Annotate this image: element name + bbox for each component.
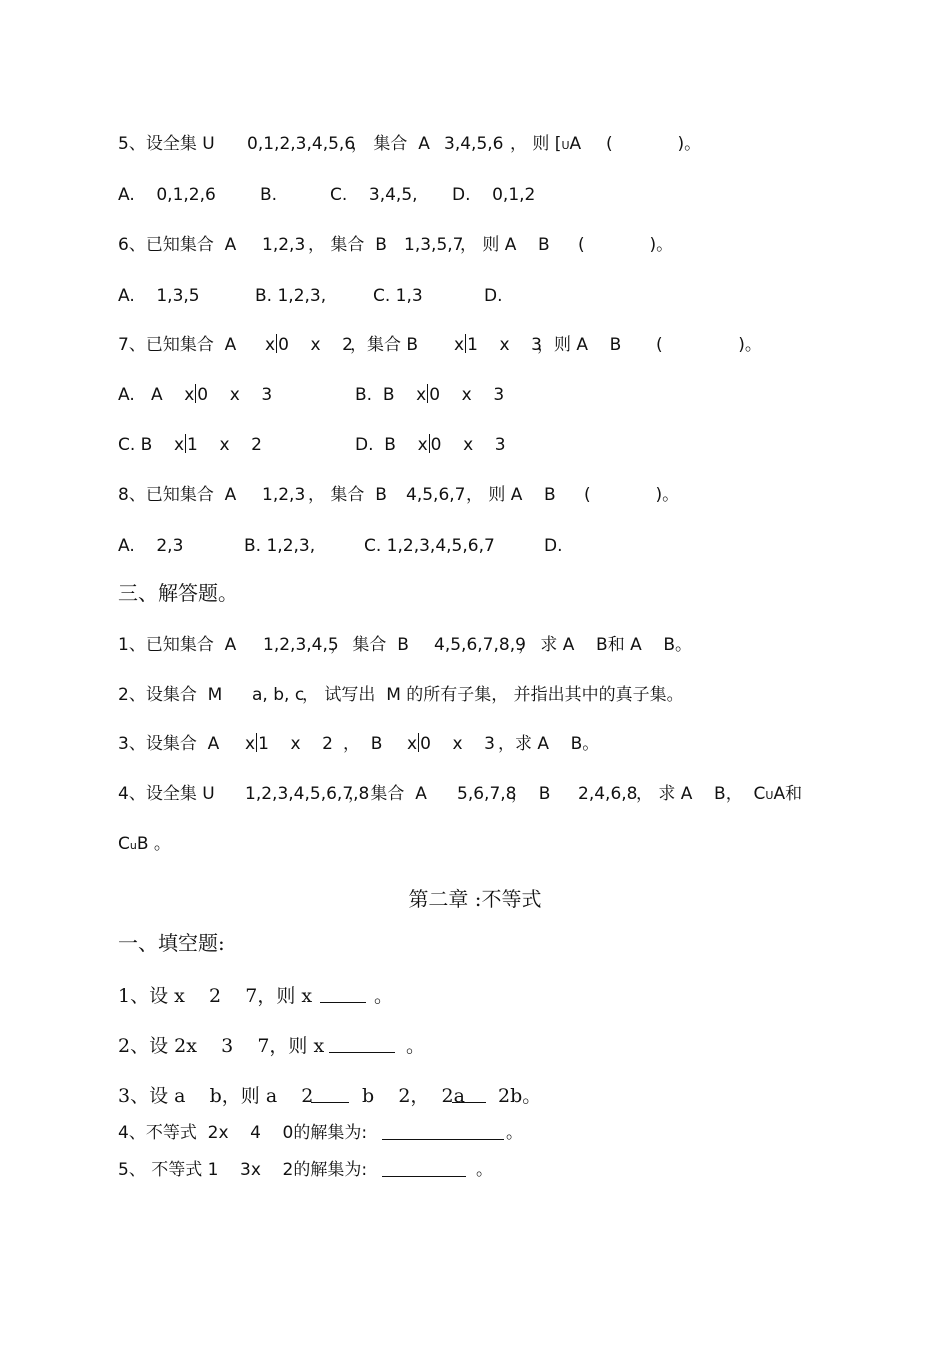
s3q3-prefix: 3、设集合 A bbox=[118, 734, 220, 754]
q7-option-c bbox=[118, 434, 262, 456]
s3q2-set-m: a, b, c bbox=[252, 685, 305, 705]
section-3-heading: 三、解答题。 bbox=[118, 581, 238, 605]
ch2q2-blank[interactable] bbox=[329, 1035, 395, 1058]
ch2q5-end: 。 bbox=[476, 1160, 493, 1180]
q7-option-d-pre: D. B x bbox=[355, 435, 428, 455]
q8-option-d: D. bbox=[544, 536, 563, 556]
q7-set-b bbox=[454, 334, 542, 356]
s3q4-cont bbox=[118, 833, 171, 857]
q8-option-a: A. 2,3 bbox=[118, 536, 184, 556]
q7-option-c-pre: C. B x bbox=[118, 435, 185, 455]
q8-mid: ， 集合 B bbox=[308, 485, 387, 505]
q6-set-a: 1,2,3 bbox=[262, 235, 306, 255]
s3q2-prefix: 2、设集合 M bbox=[118, 685, 223, 705]
q5-subscript: U bbox=[561, 139, 570, 152]
s3q4-cont-subscript: u bbox=[129, 839, 137, 852]
ch2q3-text2: b 2， 2a bbox=[362, 1085, 465, 1107]
ch2q5-text: 5、 不等式 1 3x 2的解集为: bbox=[118, 1160, 368, 1180]
q6-paren: ( )。 bbox=[578, 235, 674, 255]
q7-option-d-cond: 0 x 3 bbox=[430, 435, 506, 455]
ch2q1-blank[interactable] bbox=[320, 985, 366, 1008]
q6-option-d: D. bbox=[484, 286, 503, 306]
ch2q4-end: 。 bbox=[506, 1123, 523, 1143]
q5-option-c: C. 3,4,5, bbox=[330, 185, 418, 205]
ch2-section-1-heading: 一、填空题: bbox=[118, 931, 225, 955]
s3q3-a-cond: 1 x 2 bbox=[258, 734, 333, 754]
s3q4-set-a: 5,6,7,8 bbox=[457, 784, 517, 804]
q8-option-c: C. 1,2,3,4,5,6,7 bbox=[364, 536, 495, 556]
s3q4-mid1: ， 集合 A bbox=[348, 784, 427, 804]
ch2q3-blank-2[interactable] bbox=[452, 1085, 486, 1108]
s3q4-end-pre: ， 求 A B， C bbox=[636, 784, 766, 804]
s3q4-end-post: A和 bbox=[773, 784, 803, 804]
ch2q1-end: 。 bbox=[374, 985, 394, 1007]
q7-option-b-cond: 0 x 3 bbox=[429, 385, 505, 405]
s3q4-set-b: 2,4,6,8 bbox=[578, 784, 638, 804]
q7-option-c-bar bbox=[185, 434, 186, 453]
s3q3-mid: ， B bbox=[343, 734, 383, 754]
q5-option-a: A. 0,1,2,6 bbox=[118, 185, 216, 205]
q7-option-c-cond: 1 x 2 bbox=[187, 435, 262, 455]
s3q3-b-var: x bbox=[407, 734, 418, 754]
q7-option-d bbox=[355, 434, 506, 456]
chapter-2-title: 第二章 :不等式 bbox=[408, 887, 542, 911]
q7-a-cond: 0 x 2 bbox=[278, 335, 353, 355]
s3q3-b-bar bbox=[418, 733, 419, 752]
s3q4-set-u: 1,2,3,4,5,6,7,8 bbox=[245, 784, 370, 804]
ch2q2-text: 2、设 2x 3 7，则 x bbox=[118, 1035, 325, 1057]
q7-option-a-cond: 0 x 3 bbox=[197, 385, 273, 405]
s3q3-end: ，求 A B。 bbox=[498, 734, 600, 754]
q5-end-a: A bbox=[569, 134, 582, 154]
q6-option-c: C. 1,3 bbox=[373, 286, 423, 306]
q7-option-a-pre: A. A x bbox=[118, 385, 195, 405]
s3q4-end bbox=[636, 783, 802, 807]
q8-set-a: 1,2,3 bbox=[262, 485, 306, 505]
s3q3-a-bar bbox=[256, 733, 257, 752]
q5-paren: ( )。 bbox=[606, 134, 702, 154]
q6-prefix: 6、已知集合 A bbox=[118, 235, 237, 255]
q7-prefix: 7、已知集合 A bbox=[118, 335, 237, 355]
q7-a-bar bbox=[276, 334, 277, 353]
s3q1-mid: ， 集合 B bbox=[330, 635, 409, 655]
q5-end bbox=[510, 133, 581, 157]
ch2q3-text1: 3、设 a b，则 a 2 bbox=[118, 1085, 314, 1107]
q7-b-var: x bbox=[454, 335, 465, 355]
q7-paren: ( )。 bbox=[656, 335, 762, 355]
q8-set-b: 4,5,6,7 bbox=[406, 485, 466, 505]
s3q3-a-var: x bbox=[245, 734, 256, 754]
q5-option-d: D. 0,1,2 bbox=[452, 185, 536, 205]
q8-prefix: 8、已知集合 A bbox=[118, 485, 237, 505]
q7-option-d-bar bbox=[429, 434, 430, 453]
q8-paren: ( )。 bbox=[584, 485, 680, 505]
q7-option-a bbox=[118, 384, 272, 406]
q7-a-var: x bbox=[265, 335, 276, 355]
ch2q4-blank[interactable] bbox=[382, 1122, 504, 1146]
q6-end: ， 则 A B bbox=[460, 235, 550, 255]
q7-set-a bbox=[265, 334, 353, 356]
q5-prefix: 5、设全集 U bbox=[118, 134, 215, 154]
q6-option-a: A. 1,3,5 bbox=[118, 286, 200, 306]
q6-mid: ， 集合 B bbox=[308, 235, 387, 255]
ch2q3-blank-1[interactable] bbox=[311, 1085, 349, 1108]
s3q3-set-b bbox=[407, 733, 495, 755]
q5-set-a: 3,4,5,6 bbox=[444, 134, 504, 154]
s3q1-set-b: 4,5,6,7,8,9 bbox=[434, 635, 526, 655]
s3q2-end: ， 试写出 M 的所有子集， 并指出其中的真子集。 bbox=[302, 685, 684, 705]
q8-option-b: B. 1,2,3, bbox=[244, 536, 316, 556]
ch2q5-blank[interactable] bbox=[382, 1159, 466, 1183]
s3q4-cont-c: C bbox=[118, 834, 130, 854]
ch2q2-end: 。 bbox=[406, 1035, 426, 1057]
q5-mid: ， 集合 A bbox=[351, 134, 430, 154]
ch2q3-text3: 2b。 bbox=[498, 1085, 542, 1107]
s3q4-subscript: U bbox=[765, 789, 774, 802]
s3q4-mid2: ， B bbox=[511, 784, 551, 804]
q7-end: ，则 A B bbox=[537, 335, 622, 355]
ch2q1-text: 1、设 x 2 7，则 x bbox=[118, 985, 313, 1007]
q7-mid: ，集合 B bbox=[350, 335, 419, 355]
s3q4-prefix: 4、设全集 U bbox=[118, 784, 215, 804]
s3q3-b-cond: 0 x 3 bbox=[420, 734, 495, 754]
q6-option-b: B. 1,2,3, bbox=[255, 286, 327, 306]
s3q1-end: ， 求 A B和 A B。 bbox=[518, 635, 693, 655]
q7-b-cond: 1 x 3 bbox=[467, 335, 542, 355]
s3q1-prefix: 1、已知集合 A bbox=[118, 635, 237, 655]
s3-question-4-continued bbox=[118, 833, 171, 877]
q7-option-b bbox=[355, 384, 504, 406]
q7-b-bar bbox=[465, 334, 466, 353]
s3q1-set-a: 1,2,3,4,5 bbox=[263, 635, 339, 655]
q6-set-b: 1,3,5,7 bbox=[404, 235, 464, 255]
q5-option-b: B. bbox=[260, 185, 278, 205]
q5-set-u: 0,1,2,3,4,5,6 bbox=[247, 134, 356, 154]
q8-end: ， 则 A B bbox=[466, 485, 556, 505]
ch2q4-text: 4、不等式 2x 4 0的解集为: bbox=[118, 1123, 368, 1143]
q7-option-b-pre: B. B x bbox=[355, 385, 427, 405]
s3q4-cont-b: B 。 bbox=[136, 834, 171, 854]
s3q3-set-a bbox=[245, 733, 333, 755]
ch2-question-5 bbox=[118, 1159, 493, 1247]
q5-complement-symbol: ， 则 [ bbox=[510, 134, 562, 154]
